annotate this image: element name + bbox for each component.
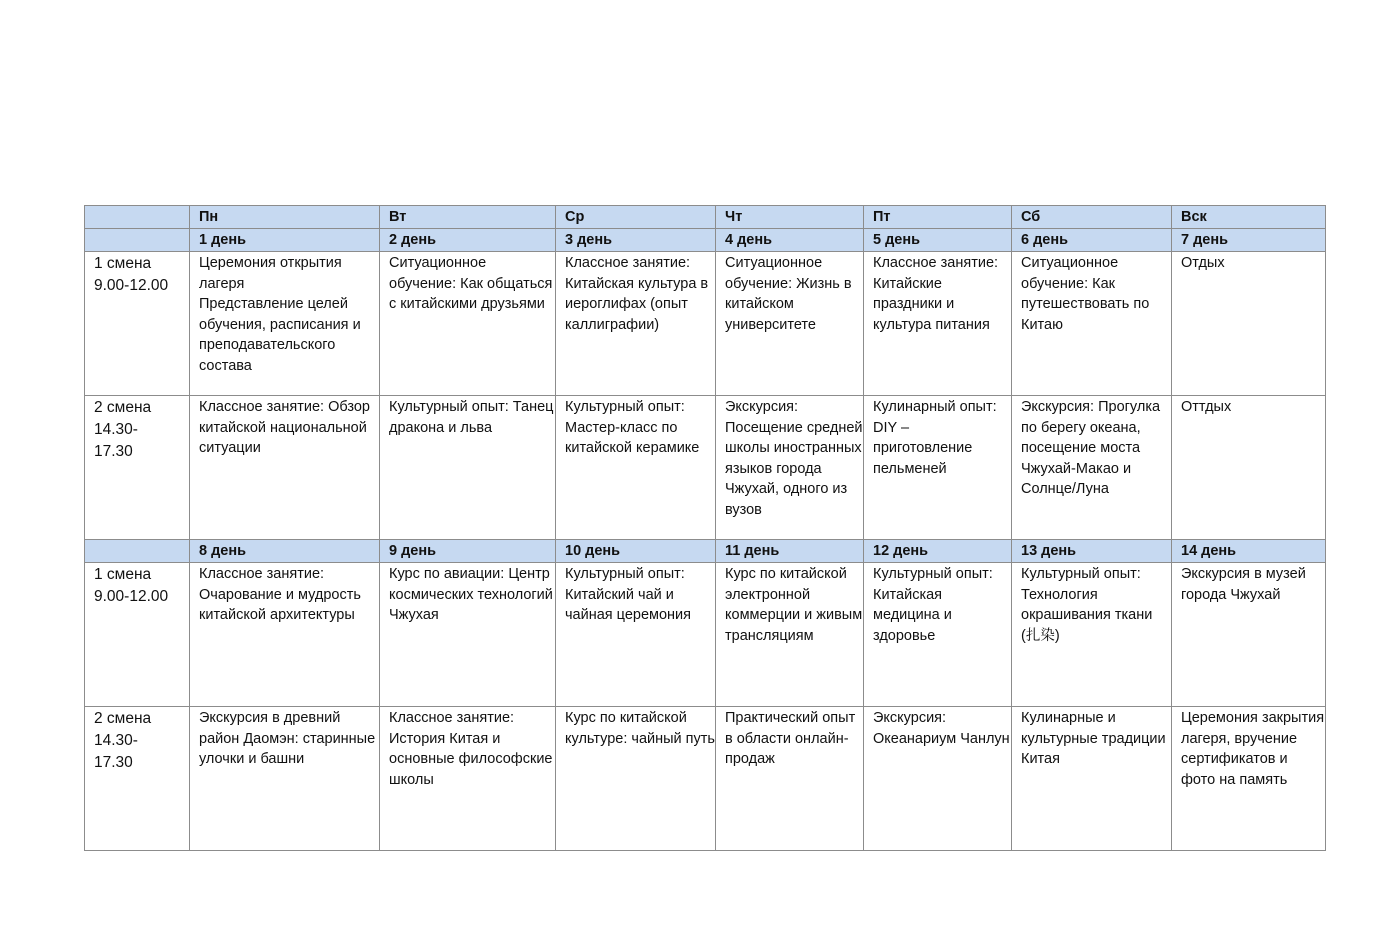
day-6: 6 день [1012,229,1172,252]
activity-cell: Классное занятие: Обзор китайской национальной ситуации [190,396,380,540]
week1-shift2-row [85,396,1326,540]
day-4: 4 день [716,229,864,252]
header-corner-cell [85,206,190,229]
weekday-sat: Сб [1012,206,1172,229]
activity-cell: Ситуационное обучение: Жизнь в китайском университете [716,252,864,396]
activity-cell: Экскурсия: Посещение средней школы иностранных языков города Чжухай, одного из вузов [716,396,864,540]
day-13: 13 день [1012,540,1172,563]
weekday-wed: Ср [556,206,716,229]
day-10: 10 день [556,540,716,563]
weekday-fri: Пт [864,206,1012,229]
week2-shift1-row [85,563,1326,707]
week2-corner-cell [85,540,190,563]
week2-days-row [85,540,1326,563]
activity-cell: Кулинарные и культурные традиции Китая [1012,707,1172,851]
weekday-mon: Пн [190,206,380,229]
day-12: 12 день [864,540,1012,563]
day-8: 8 день [190,540,380,563]
week1-shift1-row [85,252,1326,396]
activity-cell: Культурный опыт: Мастер-класс по китайской керамике [556,396,716,540]
activity-cell: Ситуационное обучение: Как путешествовать по Китаю [1012,252,1172,396]
activity-cell: Культурный опыт: Китайская медицина и здоровье [864,563,1012,707]
activity-cell: Экскурсия: Океанариум Чанлун [864,707,1012,851]
activity-cell: Культурный опыт: Технология окрашивания ткани (扎染) [1012,563,1172,707]
week2-shift2-row [85,707,1326,851]
schedule-table [84,205,1326,851]
shift-label: 2 смена 14.30- 17.30 [85,707,190,851]
activity-cell: Культурный опыт: Танец дракона и льва [380,396,556,540]
day-1: 1 день [190,229,380,252]
activity-cell: Оттдых [1172,396,1326,540]
activity-cell: Экскурсия: Прогулка по берегу океана, посещение моста Чжухай-Макао и Солнце/Луна [1012,396,1172,540]
shift-label: 1 смена 9.00-12.00 [85,252,190,396]
day-2: 2 день [380,229,556,252]
weekday-sun: Вск [1172,206,1326,229]
day-5: 5 день [864,229,1012,252]
weekday-header-row [85,206,1326,229]
day-3: 3 день [556,229,716,252]
day-7: 7 день [1172,229,1326,252]
activity-cell: Экскурсия в древний район Даомэн: старинные улочки и башни [190,707,380,851]
shift-label: 2 смена 14.30- 17.30 [85,396,190,540]
activity-cell: Церемония открытия лагеря Представление целей обучения, расписания и преподавательского состава [190,252,380,396]
activity-cell: Культурный опыт: Китайский чай и чайная церемония [556,563,716,707]
day-9: 9 день [380,540,556,563]
activity-cell: Курс по авиации: Центр космических технологий Чжухая [380,563,556,707]
activity-cell: Классное занятие: История Китая и основные философские школы [380,707,556,851]
activity-cell: Кулинарный опыт: DIY – приготовление пельменей [864,396,1012,540]
weekday-tue: Вт [380,206,556,229]
activity-cell: Классное занятие: Китайская культура в иероглифах (опыт каллиграфии) [556,252,716,396]
activity-cell: Практический опыт в области онлайн-продаж [716,707,864,851]
activity-cell: Классное занятие: Очарование и мудрость китайской архитектуры [190,563,380,707]
activity-cell: Церемония закрытия лагеря, вручение сертификатов и фото на память [1172,707,1326,851]
weekday-thu: Чт [716,206,864,229]
day-11: 11 день [716,540,864,563]
activity-cell: Классное занятие: Китайские праздники и культура питания [864,252,1012,396]
activity-cell: Курс по китайской культуре: чайный путь [556,707,716,851]
week1-corner-cell [85,229,190,252]
week1-days-row [85,229,1326,252]
activity-cell: Экскурсия в музей города Чжухай [1172,563,1326,707]
day-14: 14 день [1172,540,1326,563]
activity-cell: Отдых [1172,252,1326,396]
activity-cell: Курс по китайской электронной коммерции и живым трансляциям [716,563,864,707]
shift-label: 1 смена 9.00-12.00 [85,563,190,707]
activity-cell: Ситуационное обучение: Как общаться с китайскими друзьями [380,252,556,396]
